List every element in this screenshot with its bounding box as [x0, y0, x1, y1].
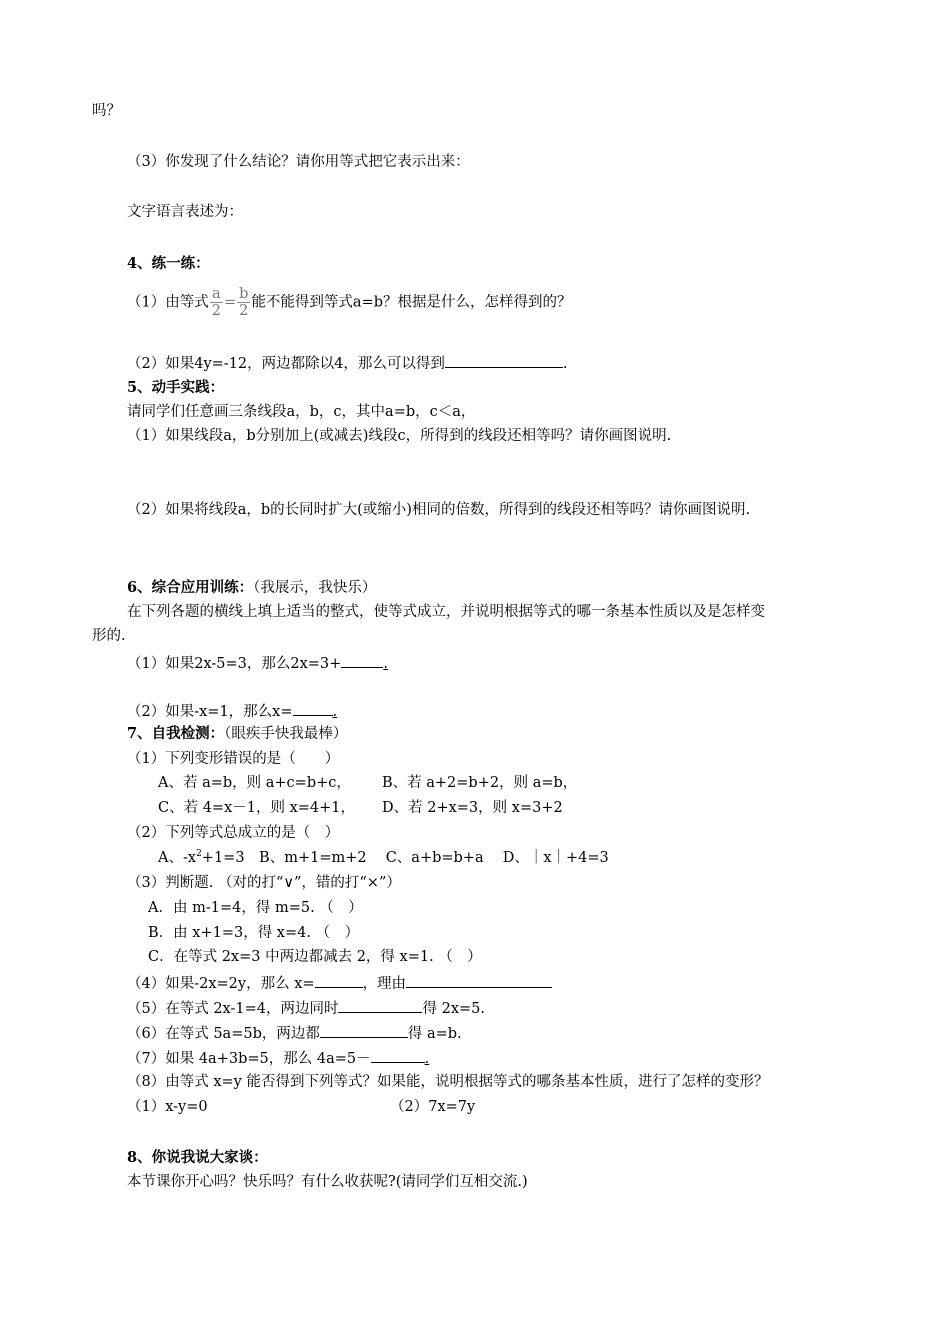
question-7-5 [127, 997, 485, 1019]
numerator: b [239, 286, 249, 302]
exercise-6-1 [127, 652, 388, 674]
section-6-heading [127, 578, 376, 598]
section-4-heading: 4、练一练： [127, 255, 210, 272]
text-segment: （2）如果4y=-12，两边都除以4，那么可以得到 [127, 356, 445, 372]
answer-blank[interactable] [315, 972, 363, 988]
option-d: D、若 2+x=3，则 x=3+2 [382, 800, 563, 816]
superscript: 2 [196, 849, 202, 860]
answer-blank[interactable] [445, 352, 563, 368]
numerator: a [210, 286, 223, 303]
question-7-6 [127, 1022, 462, 1044]
exercise-6-2 [127, 700, 337, 722]
text-segment: （2）如果-x=1，那么x= [127, 704, 293, 720]
text-segment: 得 a=b. [407, 1026, 462, 1042]
question-7-8: （8）由等式 x=y 能否得到下列等式？如果能，说明根据等式的哪条基本性质，进行了怎样的变形？ [127, 1074, 769, 1090]
question-7-4 [127, 972, 552, 994]
heading-text: 6、综合应用训练： [127, 579, 254, 596]
exercise-4-1 [127, 286, 572, 319]
text-line: 形的. [92, 628, 126, 644]
denominator: 2 [211, 303, 221, 319]
text-segment: （7）如果 4a+3b=5，那么 4a=5－ [127, 1051, 371, 1067]
text-segment: 能不能得到等式a=b？根据是什么，怎样得到的？ [251, 294, 572, 311]
text-segment: ，理由 [362, 976, 407, 992]
answer-blank[interactable] [293, 700, 333, 716]
option-c: C、若 4=x－1，则 x=4+1， [158, 800, 356, 816]
section-8-heading: 8、你说我说大家谈： [127, 1149, 268, 1166]
denominator: 2 [239, 303, 249, 319]
text-line: 吗？ [92, 103, 121, 119]
text-segment: +1=3 B、m+1=m+2 C、a+b=b+a D、｜x｜+4=3 [201, 850, 609, 866]
options-7-2 [158, 848, 609, 868]
text-line: 请同学们任意画三条线段a，b，c，其中a=b，c＜a， [127, 404, 476, 420]
question-7-1: （1）下列变形错误的是（ ） [127, 751, 340, 767]
judge-a: A．由 m-1=4，得 m=5. （ ） [148, 900, 363, 916]
sub-question-1: （1）x-y=0 [127, 1099, 208, 1115]
section-7-heading [127, 724, 347, 744]
text-segment: 得 2x=5. [422, 1001, 485, 1017]
text-line: 在下列各题的横线上填上适当的整式，使等式成立，并说明根据等式的哪一条基本性质以及是怎样变 [127, 604, 765, 620]
question-7-7 [127, 1047, 429, 1069]
text-segment: （4）如果-2x=2y，那么 x= [127, 976, 315, 992]
answer-blank[interactable] [371, 1047, 425, 1063]
heading-subtitle: （我展示，我快乐） [253, 580, 377, 596]
question-7-3: （3）判断题. （对的打“∨”，错的打“×”） [127, 875, 401, 891]
text-segment: A、-x [158, 850, 197, 866]
judge-b: B．由 x+1=3，得 x=4. （ ） [148, 925, 360, 941]
answer-blank[interactable] [320, 1022, 408, 1038]
section-5-heading: 5、动手实践： [127, 379, 225, 396]
text-segment: . [424, 1051, 430, 1067]
text-line: 本节课你开心吗？快乐吗？有什么收获呢?(请同学们互相交流.) [127, 1174, 528, 1190]
question-3: （3）你发现了什么结论？请你用等式把它表示出来： [127, 154, 470, 170]
exercise-5-2: （2）如果将线段a，b的长同时扩大(或缩小)相同的倍数，所得到的线段还相等吗？请你画图说明. [127, 502, 751, 518]
text-line: 文字语言表述为： [127, 204, 243, 220]
equals-sign: = [223, 294, 237, 311]
sub-question-2: （2）7x=7y [390, 1099, 476, 1115]
answer-blank[interactable] [341, 652, 383, 668]
text-segment: （1）如果2x-5=3，那么2x=3+ [127, 656, 342, 672]
text-segment: . [383, 656, 388, 672]
text-segment: . [332, 704, 338, 720]
judge-c: C．在等式 2x=3 中两边都减去 2，得 x=1. （ ） [148, 949, 482, 965]
heading-subtitle: （眼疾手快我最棒） [224, 726, 348, 742]
text-segment: （6）在等式 5a=5b，两边都 [127, 1026, 320, 1042]
text-segment: （1）由等式 [127, 294, 209, 311]
reason-blank[interactable] [406, 972, 552, 988]
exercise-4-2 [127, 352, 567, 374]
answer-blank[interactable] [338, 997, 422, 1013]
text-segment: . [562, 356, 568, 372]
heading-text: 7、自我检测： [127, 725, 225, 742]
fraction-a-over-2 [210, 286, 223, 319]
text-segment: （5）在等式 2x-1=4，两边同时 [127, 1001, 339, 1017]
fraction-b-over-2 [237, 286, 250, 319]
option-a: A、若 a=b，则 a+c=b+c， [158, 775, 351, 791]
question-7-2: （2）下列等式总成立的是（ ） [127, 825, 340, 841]
exercise-5-1: （1）如果线段a，b分别加上(或减去)线段c，所得到的线段还相等吗？请你画图说明. [127, 428, 672, 444]
option-b: B、若 a+2=b+2，则 a=b， [382, 775, 578, 791]
